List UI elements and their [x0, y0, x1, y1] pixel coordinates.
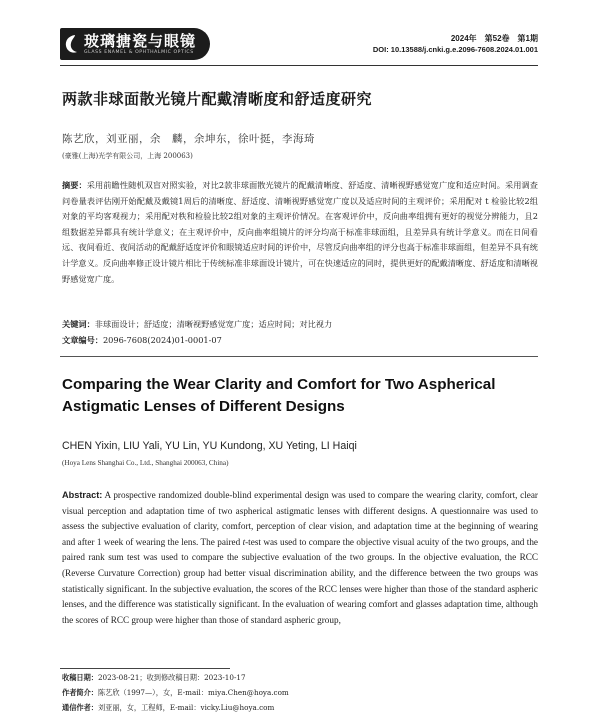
abstract-en-label: Abstract:	[62, 490, 103, 500]
title-cn: 两款非球面散光镜片配戴清晰度和舒适度研究	[62, 90, 373, 108]
authors-en: CHEN Yixin, LIU Yali, YU Lin, YU Kundong, XU Yeting, LI Haiqi	[62, 440, 357, 452]
abstract-en-t: t	[242, 536, 246, 547]
keywords	[62, 319, 538, 330]
received-label: 收稿日期：	[62, 673, 98, 682]
header-divider	[60, 65, 538, 66]
received-date	[62, 673, 246, 683]
title-en: Comparing the Wear Clarity and Comfort for Two Aspherical Astigmatic Lenses of Different Designs	[62, 376, 496, 415]
journal-logo-icon	[63, 33, 83, 55]
corresponding-text: 刘亚丽，女，工程师，E-mail：vicky.Liu@hoya.com	[97, 703, 275, 712]
abstract-en-text-2: -test was used to compare the objective visual acuity of the two groups, and the paired rank sum test was used to compare the subjective evaluation of the two groups. In the objective evaluation, the RCC (Reverse Curvature Correction) group had better visual discrimination ability, and the difference between the two groups was statistically significant. In the subjective evaluation, the scores of the RCC lenses were higher than those of the standard aspheric lenses, and the difference was statistically significant. In the evaluation of wearing comfort and glasses adaptation time, although the scores of RCC group were higher than those of standard aspheric group,	[62, 536, 538, 625]
affiliation-cn: (豪雅(上海)光学有限公司，上海 200063)	[62, 152, 193, 160]
section-divider	[60, 356, 538, 357]
abstract-en-text-1: A prospective randomized double-blind experimental design was used to compare the wearing clarity, comfort, clear visual perception and adaptation time of two aspherical astigmatic lenses with different designs. A questionnaire was used to assess the subjective evaluation of clarity, comfort, perception of clear vision, and adaptation time at the beginning of wearing and after 1 week of wearing the lens. The paired	[62, 490, 538, 547]
doi: DOI: 10.13588/j.cnki.g.e.2096-7608.2024.01.001	[372, 45, 538, 54]
keywords-label: 关键词：	[62, 319, 95, 329]
received-text: 2023-08-21；收到修改稿日期：2023-10-17	[97, 673, 246, 682]
footnote-divider	[60, 668, 230, 669]
abstract-en	[62, 488, 538, 628]
author-text: 陈艺欣（1997—），女，E-mail：miya.Chen@hoya.com	[97, 688, 289, 697]
article-number	[62, 335, 538, 346]
corresponding-author	[62, 703, 274, 713]
journal-name-cn: 玻璃搪瓷与眼镜	[84, 32, 197, 50]
corresponding-label: 通信作者：	[62, 703, 98, 712]
authors-cn: 陈艺欣，刘亚丽，余 麟，余坤东，徐叶挺，李海琦	[62, 133, 315, 145]
issue-info: 2024年 第52卷 第1期	[450, 34, 538, 43]
article-number-text: 2096-7608(2024)01-0001-07	[102, 335, 222, 345]
article-number-label: 文章编号：	[62, 335, 103, 345]
author-bio	[62, 688, 289, 698]
journal-name-en: GLASS ENAMEL & OPHTHALMIC OPTICS	[84, 50, 194, 55]
abstract-cn	[62, 178, 538, 287]
affiliation-en: (Hoya Lens Shanghai Co., Ltd., Shanghai 200063, China)	[62, 459, 229, 467]
abstract-cn-label: 摘要：	[62, 180, 87, 190]
abstract-cn-text: 采用前瞻性随机双盲对照实验，对比2款非球面散光镜片的配戴清晰度、舒适度、清晰视野感觉宽广度和适应时间。采用调查问卷量表评估刚开始配戴及戴镜1周后的清晰度、舒适度、清晰视野感觉宽广度以及适应时间的主观评价；采用配对 t 检验比较2组对象的平均客观视力；采用配对秩和检验比较2组对象的主观评价情况。在客观评价中，反向曲率组拥有更好的视觉分辨能力，且2组数据差异都具有统计学意义；在主观评价中，反向曲率组镜片的评分均高于标准非球面组，且差异具有统计学意义。而在日间看远、夜间看近、夜间活动的配戴舒适度评价和眼镜适应时间的评价中，尽管反向曲率组的评分也高于标准非球面组，但差异不具有统计学意义。反向曲率修正设计镜片相比于传统标准非球面设计镜片，可在快速适应的同时，提供更好的配戴清晰度、舒适度和清晰视野感觉宽广度。	[62, 180, 538, 284]
author-label: 作者简介：	[62, 688, 98, 697]
keywords-text: 非球面设计；舒适度；清晰视野感觉宽广度；适应时间；对比视力	[94, 319, 333, 329]
